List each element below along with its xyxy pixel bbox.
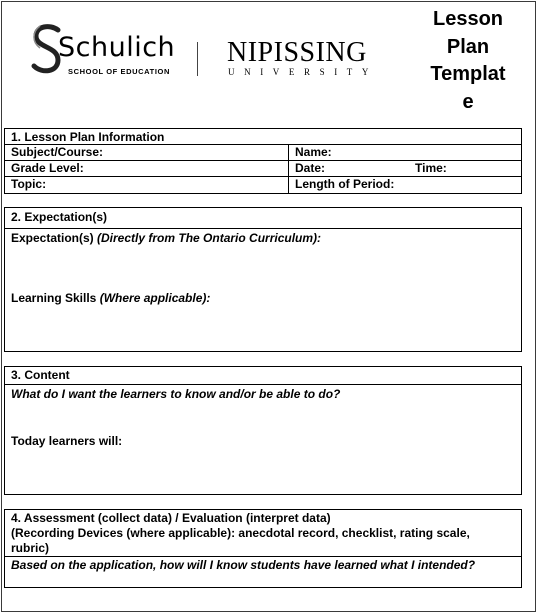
subject-label: Subject/Course:	[11, 145, 104, 159]
time-label: Time:	[415, 161, 447, 175]
nipissing-wordmark: NIPISSING	[227, 37, 367, 68]
topic-label: Topic:	[11, 177, 47, 191]
grade-label: Grade Level:	[11, 161, 84, 175]
expectations-field	[11, 231, 321, 246]
title-line: Plan	[446, 35, 490, 58]
column-divider	[288, 176, 289, 193]
name-label: Name:	[295, 145, 332, 159]
info-row	[5, 145, 521, 161]
title-line: e	[462, 90, 474, 113]
learning-skills-note: (Where applicable):	[99, 291, 211, 305]
assessment-section	[4, 509, 522, 588]
expectations-label: Expectation(s)	[11, 231, 98, 245]
schulich-subtitle: SCHOOL OF EDUCATION	[68, 67, 170, 76]
document-title	[418, 6, 518, 116]
info-row	[5, 177, 521, 193]
info-row	[5, 161, 521, 177]
column-divider	[288, 144, 289, 160]
lesson-info-section	[4, 128, 522, 194]
section-heading: 3. Content	[5, 367, 521, 385]
content-question: What do I want the learners to know and/or be able to do?	[11, 387, 341, 401]
schulich-wordmark: Schulich	[58, 32, 176, 63]
assessment-heading-line: rubric)	[11, 541, 50, 555]
today-learners-label: Today learners will:	[11, 434, 123, 448]
expectations-note: (Directly from The Ontario Curriculum):	[97, 231, 322, 245]
section-heading	[5, 510, 521, 557]
learning-skills-label: Learning Skills	[11, 291, 100, 305]
date-label: Date:	[295, 161, 326, 175]
column-divider	[288, 160, 289, 176]
title-line: Templat	[430, 63, 506, 85]
nipissing-subtitle: UNIVERSITY	[228, 67, 378, 77]
assessment-question: Based on the application, how will I know students have learned what I intended?	[11, 558, 476, 572]
logo-divider	[197, 42, 198, 76]
section-heading: 1. Lesson Plan Information	[5, 129, 521, 145]
length-label: Length of Period:	[295, 177, 395, 191]
content-section	[4, 366, 522, 495]
title-line: Lesson	[432, 8, 504, 30]
expectations-section	[4, 207, 522, 352]
assessment-heading-line: 4. Assessment (collect data) / Evaluation (interpret data)	[11, 511, 331, 525]
section-heading: 2. Expectation(s)	[5, 208, 521, 229]
assessment-heading-line: (Recording Devices (where applicable): anecdotal record, checklist, rating scale,	[11, 526, 470, 540]
learning-skills-field	[11, 291, 210, 306]
